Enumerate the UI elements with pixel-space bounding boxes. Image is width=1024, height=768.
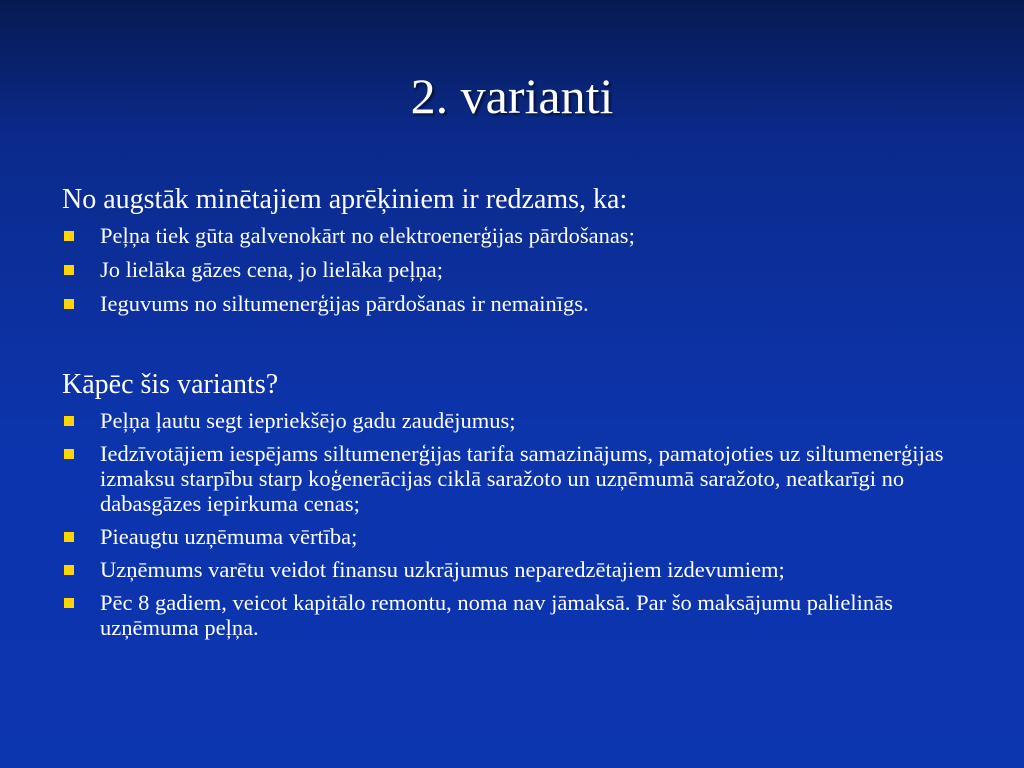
list-item <box>62 557 962 582</box>
square-bullet-icon <box>64 532 74 542</box>
list-item <box>62 524 962 549</box>
bullet-text: Peļņa tiek gūta galvenokārt no elektroenerģijas pārdošanas; <box>100 223 635 248</box>
list-item <box>62 590 962 640</box>
section-heading-conclusions: No augstāk minētajiem aprēķiniem ir redzams, ka: <box>62 184 628 215</box>
bullet-text: Uzņēmums varētu veidot finansu uzkrājumus neparedzētajiem izdevumiem; <box>100 557 785 582</box>
list-item <box>62 257 962 282</box>
list-item <box>62 441 962 516</box>
bullet-text: Ieguvums no siltumenerģijas pārdošanas ir nemainīgs. <box>100 291 589 316</box>
square-bullet-icon <box>64 265 74 275</box>
bullet-list-conclusions <box>62 223 962 325</box>
bullet-text: Pēc 8 gadiem, veicot kapitālo remontu, noma nav jāmaksā. Par šo maksājumu palielinās uzņēmuma peļņa. <box>100 590 893 640</box>
bullet-list-reasons <box>62 408 962 648</box>
square-bullet-icon <box>64 416 74 426</box>
square-bullet-icon <box>64 598 74 608</box>
bullet-text: Iedzīvotājiem iespējams siltumenerģijas tarifa samazinājums, pamatojoties uz siltumenerģijas izmaksu starpību starp koģenerācijas ciklā saražoto un uzņēmumā saražoto, neatkarīgi no dabasgāzes iepirkuma cenas; <box>100 441 944 516</box>
bullet-text: Pieaugtu uzņēmuma vērtība; <box>100 524 358 549</box>
list-item <box>62 223 962 248</box>
bullet-text: Jo lielāka gāzes cena, jo lielāka peļņa; <box>100 257 443 282</box>
square-bullet-icon <box>64 299 74 309</box>
list-item <box>62 291 962 316</box>
section-heading-reasons: Kāpēc šis variants? <box>62 369 279 400</box>
square-bullet-icon <box>64 565 74 575</box>
square-bullet-icon <box>64 449 74 459</box>
square-bullet-icon <box>64 231 74 241</box>
bullet-text: Peļņa ļautu segt iepriekšējo gadu zaudējumus; <box>100 408 516 433</box>
list-item <box>62 408 962 433</box>
slide-title: 2. varianti <box>410 68 614 124</box>
